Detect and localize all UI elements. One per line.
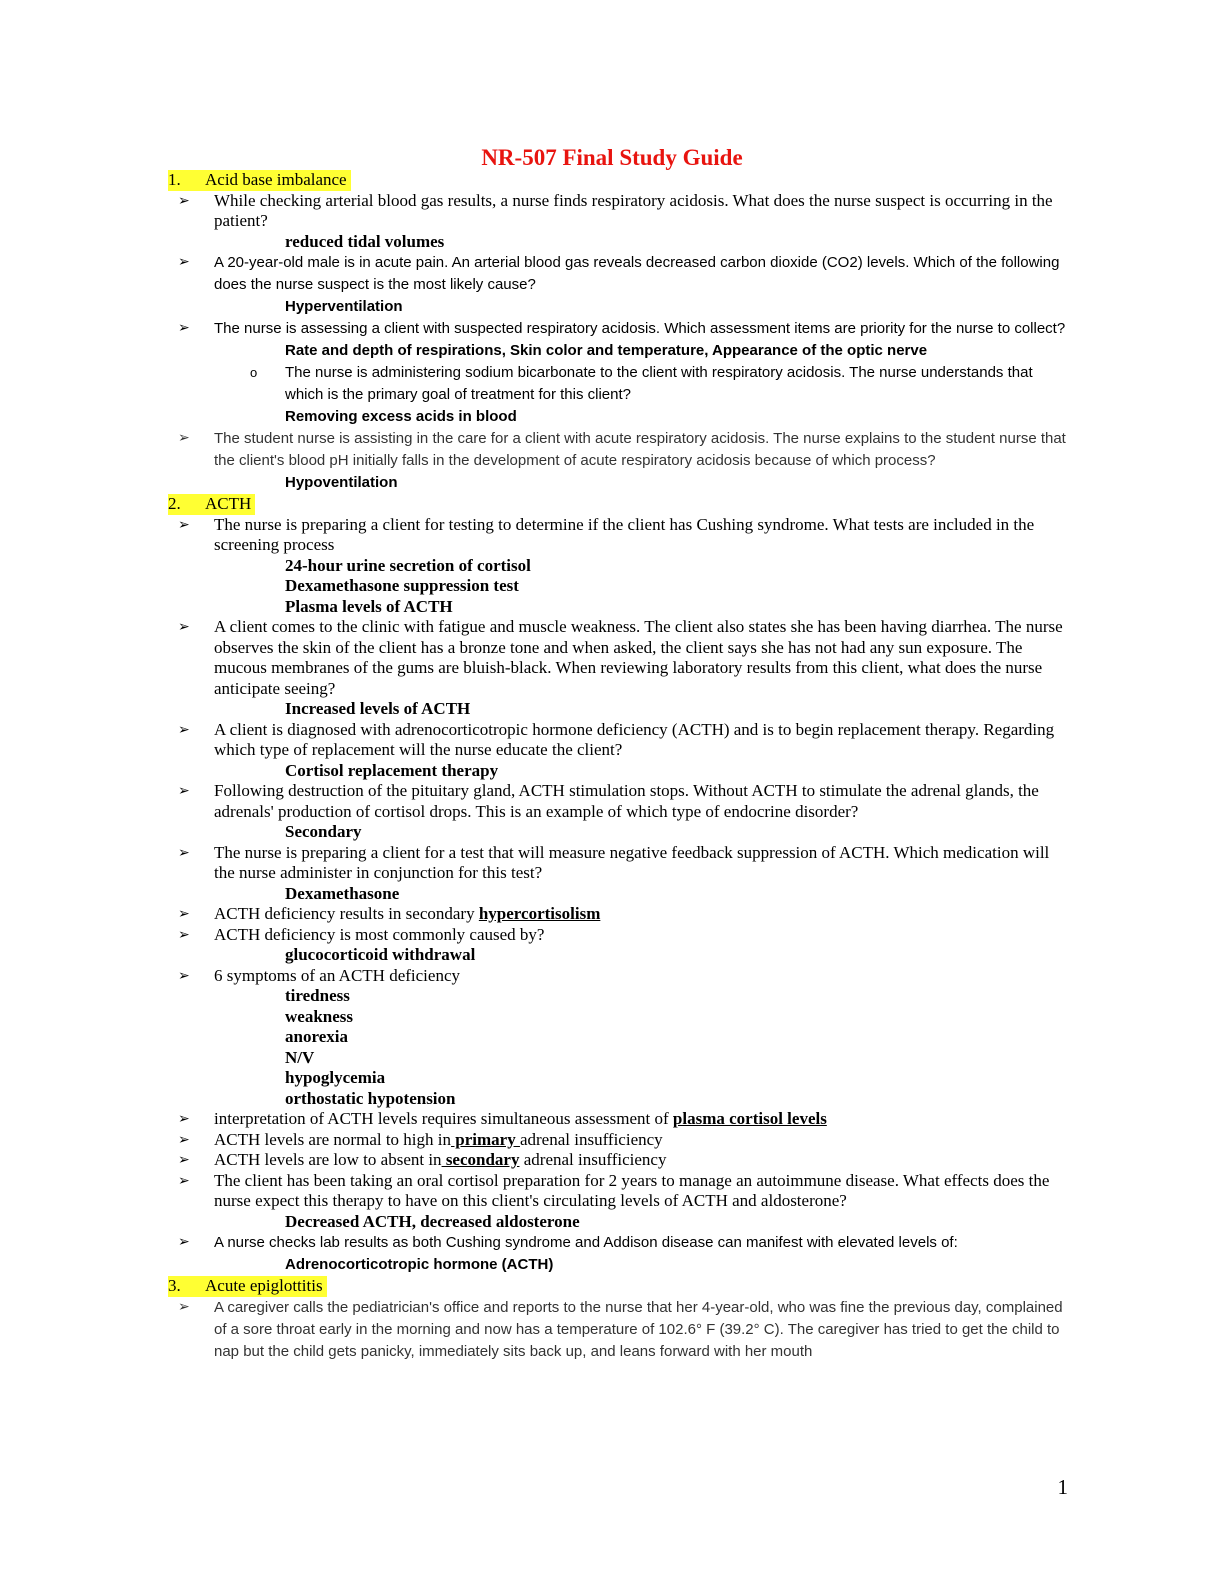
- arrow-bullet-icon: ➢: [178, 783, 190, 799]
- arrow-bullet-icon: ➢: [178, 844, 190, 861]
- list-item: [168, 191, 1068, 232]
- arrow-bullet-icon: ➢: [178, 254, 190, 270]
- underlined-term: plasma cortisol levels: [672, 1109, 827, 1128]
- list-item: [168, 904, 1068, 925]
- question-text: The student nurse is assisting in the care for a client with acute respiratory acidosis. The nurse explains to the student nurse that the client's blood pH initially falls in the development of acute respiratory acidosis because of which process?: [214, 430, 1066, 469]
- answer-text: Decreased ACTH, decreased aldosterone: [285, 1211, 580, 1231]
- arrow-bullet-icon: ➢: [178, 1234, 190, 1250]
- question-text: ACTH deficiency is most commonly caused by?: [214, 924, 545, 944]
- underlined-term: secondary: [441, 1150, 520, 1169]
- question-text: A client is diagnosed with adrenocorticotropic hormone deficiency (ACTH) and is to begin replacement therapy. Regarding which type of replacement will the nurse educate the client?: [214, 719, 1055, 759]
- list-item: [168, 1150, 1068, 1171]
- arrow-bullet-icon: ➢: [178, 906, 190, 922]
- question-text: The nurse is preparing a client for testing to determine if the client has Cushing syndrome. What tests are included in the screening process: [214, 514, 1035, 554]
- question-text: Following destruction of the pituitary gland, ACTH stimulation stops. Without ACTH to stimulate the adrenal glands, the adrenals' production of cortisol drops. This is an example of which type of endocrine disorder?: [214, 781, 1039, 821]
- answer-text: Dexamethasone suppression test: [285, 576, 519, 595]
- underlined-term: primary: [451, 1129, 520, 1149]
- arrow-bullet-icon: ➢: [178, 516, 190, 533]
- question-text: The nurse is preparing a client for a test that will measure negative feedback suppression of ACTH. Which medication will the nurse administer in conjunction for this test?: [214, 842, 1050, 882]
- arrow-bullet-icon: ➢: [178, 1152, 190, 1168]
- arrow-bullet-icon: ➢: [178, 192, 190, 209]
- question-text: A caregiver calls the pediatrician's office and reports to the nurse that her 4-year-old, who was fine the previous day, complained of a sore throat early in the morning and now has a temperature of 102.6° F (39.2° C). The caregiver has tried to get the child to nap but the child gets panicky, immediately sits back up, and leans forward with her mouth: [214, 1298, 1063, 1360]
- answer-text: N/V: [285, 1047, 315, 1067]
- answer-text: tiredness: [285, 986, 350, 1005]
- question-text: A 20-year-old male is in acute pain. An arterial blood gas reveals decreased carbon dioxide (CO2) levels. Which of the following does the nurse suspect is the most likely cause?: [214, 254, 1060, 293]
- answer-text: Adrenocorticotropic hormone (ACTH): [285, 1256, 554, 1273]
- answer-text: Increased levels of ACTH: [285, 699, 471, 718]
- question-text: The nurse is assessing a client with suspected respiratory acidosis. Which assessment items are priority for the nurse to collect?: [214, 320, 1066, 337]
- answer-text: hypoglycemia: [285, 1068, 386, 1087]
- section-heading-acid-base: [168, 170, 1068, 191]
- answer-text: 24-hour urine secretion of cortisol: [285, 555, 531, 575]
- answer-text: Dexamethasone: [285, 883, 400, 903]
- answer-text: Hyperventilation: [285, 298, 403, 315]
- arrow-bullet-icon: ➢: [178, 967, 190, 984]
- list-item: [168, 252, 1068, 296]
- page-title: NR-507 Final Study Guide: [481, 145, 743, 170]
- list-item: [168, 1232, 1068, 1254]
- list-item: [168, 925, 1068, 946]
- arrow-bullet-icon: ➢: [178, 926, 190, 943]
- answer-text: orthostatic hypotension: [285, 1088, 456, 1108]
- sub-list-item: [168, 362, 1068, 406]
- question-text: While checking arterial blood gas results, a nurse finds respiratory acidosis. What does the nurse suspect is occurring in the patient?: [214, 190, 1053, 230]
- list-item: [168, 966, 1068, 987]
- list-item: [168, 318, 1068, 340]
- arrow-bullet-icon: ➢: [178, 619, 190, 635]
- answer-text: anorexia: [285, 1027, 348, 1046]
- question-text: ACTH deficiency results in secondary hypercortisolism: [214, 904, 601, 923]
- section-heading-acth: [168, 494, 1068, 515]
- question-text: ACTH levels are low to absent in secondary adrenal insufficiency: [214, 1150, 667, 1169]
- list-item: [168, 617, 1068, 699]
- arrow-bullet-icon: ➢: [178, 1172, 190, 1189]
- list-item: [168, 428, 1068, 472]
- question-text: The nurse is administering sodium bicarbonate to the client with respiratory acidosis. The nurse understands that which is the primary goal of treatment for this client?: [285, 364, 1033, 403]
- document-body: [168, 170, 1068, 1363]
- answer-text: Removing excess acids in blood: [285, 408, 517, 425]
- question-text: A nurse checks lab results as both Cushing syndrome and Addison disease can manifest with elevated levels of:: [214, 1234, 958, 1251]
- answer-text: Secondary: [285, 822, 362, 841]
- list-item: [168, 1297, 1068, 1363]
- section-heading-epiglottitis: [168, 1276, 1068, 1297]
- arrow-bullet-icon: ➢: [178, 1131, 190, 1148]
- answer-text: Cortisol replacement therapy: [285, 760, 499, 780]
- arrow-bullet-icon: ➢: [178, 430, 190, 446]
- arrow-bullet-icon: ➢: [178, 320, 190, 336]
- question-text: 6 symptoms of an ACTH deficiency: [214, 965, 460, 985]
- underlined-term: hypercortisolism: [478, 904, 601, 923]
- list-item: [168, 720, 1068, 761]
- question-text: interpretation of ACTH levels requires simultaneous assessment of plasma cortisol levels: [214, 1109, 827, 1128]
- arrow-bullet-icon: ➢: [178, 1111, 190, 1127]
- list-item: [168, 781, 1068, 822]
- list-item: [168, 1130, 1068, 1151]
- answer-text: Plasma levels of ACTH: [285, 596, 453, 616]
- answer-text: glucocorticoid withdrawal: [285, 945, 476, 964]
- question-text: A client comes to the clinic with fatigue and muscle weakness. The client also states she has been having diarrhea. The nurse observes the skin of the client has a bronze tone and when asked, the client says she has not had any sun exposure. The mucous membranes of the gums are bluish-black. When reviewing laboratory results from this client, what does the nurse anticipate seeing?: [214, 617, 1063, 698]
- arrow-bullet-icon: ➢: [178, 1298, 190, 1315]
- highlight-label: 2. ACTH: [168, 494, 255, 515]
- list-item: [168, 1109, 1068, 1130]
- answer-text: weakness: [285, 1006, 354, 1026]
- list-item: [168, 843, 1068, 884]
- circle-bullet-icon: o: [250, 365, 258, 380]
- highlight-label: 3. Acute epiglottitis: [168, 1276, 327, 1297]
- arrow-bullet-icon: ➢: [178, 721, 190, 738]
- question-text: The client has been taking an oral cortisol preparation for 2 years to manage an autoimmune disease. What effects does the nurse expect this therapy to have on this client's circulating levels of ACTH and aldosterone?: [214, 1170, 1050, 1210]
- list-item: [168, 1171, 1068, 1212]
- answer-text: reduced tidal volumes: [285, 231, 445, 251]
- answer-text: Rate and depth of respirations, Skin color and temperature, Appearance of the optic nerve: [285, 342, 928, 359]
- question-text: ACTH levels are normal to high in primary adrenal insufficiency: [214, 1129, 663, 1149]
- list-item: [168, 515, 1068, 556]
- page-number: 1: [1057, 1475, 1068, 1499]
- highlight-label: 1. Acid base imbalance: [168, 170, 351, 191]
- answer-text: Hypoventilation: [285, 474, 398, 491]
